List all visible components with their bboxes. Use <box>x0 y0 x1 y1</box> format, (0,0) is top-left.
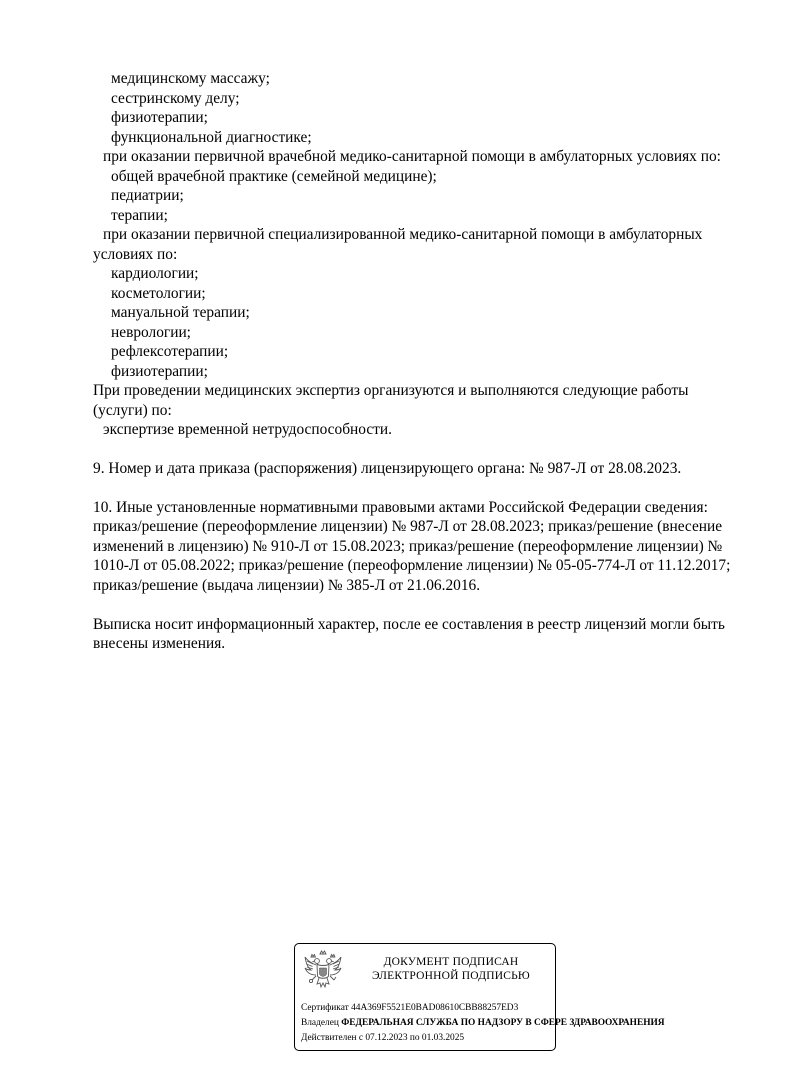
list-item: медицинскому массажу; <box>111 70 270 87</box>
list-item: терапии; <box>111 207 168 224</box>
list-item: мануальной терапии; <box>111 304 250 321</box>
section-heading-cont: (услуги) по: <box>93 402 172 419</box>
list-item: общей врачебной практике (семейной медицине); <box>111 168 437 185</box>
disclaimer-line: Выписка носит информационный характер, после ее составления в реестр лицензий могли быть <box>93 616 725 633</box>
stamp-title: ЭЛЕКТРОННОЙ ПОДПИСЬЮ <box>372 970 530 982</box>
list-item: функциональной диагностике; <box>111 129 312 146</box>
russian-coat-of-arms-icon <box>303 948 343 992</box>
list-item: рефлексотерапии; <box>111 343 229 360</box>
certificate-owner <box>301 1017 665 1029</box>
item-10-line: приказ/решение (переоформление лицензии) № 987-Л от 28.08.2023; приказ/решение (внесение <box>93 518 723 535</box>
list-item: кардиологии; <box>111 265 199 282</box>
item-10-line: 10. Иные установленные нормативными правовыми актами Российской Федерации сведения: <box>93 499 708 516</box>
list-item: физиотерапии; <box>111 109 208 126</box>
owner-label: Владелец <box>301 1018 342 1028</box>
item-10-line: 1010-Л от 05.08.2022; приказ/решение (переоформление лицензии) № 05-05-774-Л от 11.12.2017; <box>93 557 731 574</box>
item-10-line: приказ/решение (выдача лицензии) № 385-Л от 21.06.2016. <box>93 577 481 594</box>
owner-value: ФЕДЕРАЛЬНАЯ СЛУЖБА ПО НАДЗОРУ В СФЕРЕ ЗДРАВООХРАНЕНИЯ <box>341 1018 665 1028</box>
section-heading-cont: условиях по: <box>93 246 178 263</box>
list-item: косметологии; <box>111 285 206 302</box>
item-10-line: изменений в лицензию) № 910-Л от 15.08.2023; приказ/решение (переоформление лицензии) № <box>93 538 723 555</box>
item-9-order: 9. Номер и дата приказа (распоряжения) лицензирующего органа: № 987-Л от 28.08.2023. <box>93 460 682 477</box>
list-item: физиотерапии; <box>111 363 208 380</box>
section-heading: При проведении медицинских экспертиз организуются и выполняются следующие работы <box>93 382 689 399</box>
certificate-validity: Действителен с 07.12.2023 по 01.03.2025 <box>301 1033 465 1043</box>
list-item: экспертизе временной нетрудоспособности. <box>103 421 392 438</box>
stamp-title: ДОКУМЕНТ ПОДПИСАН <box>383 956 519 968</box>
section-heading: при оказании первичной врачебной медико-санитарной помощи в амбулаторных условиях по: <box>103 148 721 165</box>
section-heading: при оказании первичной специализированной медико-санитарной помощи в амбулаторных <box>103 226 703 243</box>
list-item: сестринскому делу; <box>111 90 240 107</box>
list-item: неврологии; <box>111 324 191 341</box>
list-item: педиатрии; <box>111 187 184 204</box>
disclaimer-line: внесены изменения. <box>93 635 226 652</box>
certificate-number: Сертификат 44A369F5521E0BAD08610CBB88257ED3 <box>301 1003 519 1013</box>
signature-stamp <box>294 943 665 1051</box>
